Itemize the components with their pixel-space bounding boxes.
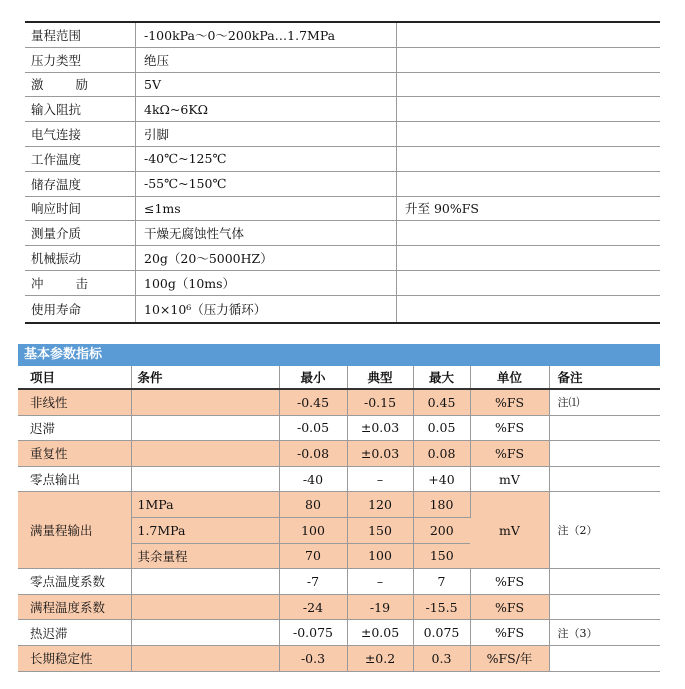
spec-label: 激 励 xyxy=(25,72,136,97)
row-unit: mV xyxy=(470,492,549,569)
row-name: 满量程输出 xyxy=(18,492,131,569)
spec-value: 5V xyxy=(136,72,397,97)
row-typ: ±0.03 xyxy=(347,415,413,441)
header-typical: 典型 xyxy=(347,366,413,389)
row-note: 注⑴ xyxy=(549,389,660,415)
spec-row xyxy=(25,270,660,295)
row-unit: %FS xyxy=(470,441,549,467)
spec-value: 4kΩ~6KΩ xyxy=(136,97,397,122)
row-cond xyxy=(131,415,279,441)
row-typ: – xyxy=(347,569,413,595)
spec-label: 压力类型 xyxy=(25,47,136,72)
table-row xyxy=(18,492,660,518)
spec-note xyxy=(397,97,661,122)
spec-note xyxy=(397,295,661,323)
row-max: 7 xyxy=(413,569,470,595)
spec-row xyxy=(25,196,660,221)
spec-row xyxy=(25,246,660,271)
row-note: 注（3） xyxy=(549,620,660,646)
row-cond xyxy=(131,389,279,415)
spec-label: 输入阻抗 xyxy=(25,97,136,122)
row-cond xyxy=(131,620,279,646)
row-typ: – xyxy=(347,466,413,492)
row-max: 0.45 xyxy=(413,389,470,415)
spec-value: 干燥无腐蚀性气体 xyxy=(136,221,397,246)
spec-label: 量程范围 xyxy=(25,22,136,47)
row-unit: %FS xyxy=(470,594,549,620)
row-name: 满程温度系数 xyxy=(18,594,131,620)
row-typ: ±0.03 xyxy=(347,441,413,467)
row-min: -0.05 xyxy=(279,415,347,441)
spec-label: 电气连接 xyxy=(25,122,136,147)
row-cond: 1MPa xyxy=(131,492,279,518)
row-cond xyxy=(131,569,279,595)
params-section xyxy=(18,344,660,672)
table-row xyxy=(18,569,660,595)
spec-row xyxy=(25,97,660,122)
header-condition: 条件 xyxy=(131,366,279,389)
row-typ: -0.15 xyxy=(347,389,413,415)
row-max: 200 xyxy=(413,517,470,543)
row-min: -0.3 xyxy=(279,645,347,671)
row-name: 长期稳定性 xyxy=(18,645,131,671)
row-min: -0.45 xyxy=(279,389,347,415)
spec-value: -100kPa～0～200kPa…1.7MPa xyxy=(136,22,397,47)
spec-row xyxy=(25,171,660,196)
row-cond xyxy=(131,466,279,492)
spec-note: 升至 90%FS xyxy=(397,196,661,221)
header-note: 备注 xyxy=(549,366,660,389)
row-note xyxy=(549,569,660,595)
row-max: -15.5 xyxy=(413,594,470,620)
row-max: 0.08 xyxy=(413,441,470,467)
row-unit: %FS xyxy=(470,620,549,646)
row-max: 0.05 xyxy=(413,415,470,441)
row-name: 重复性 xyxy=(18,441,131,467)
row-cond xyxy=(131,441,279,467)
spec-note xyxy=(397,122,661,147)
spec-note xyxy=(397,146,661,171)
row-typ: 120 xyxy=(347,492,413,518)
row-unit: %FS xyxy=(470,389,549,415)
row-unit: %FS xyxy=(470,569,549,595)
row-note: 注（2） xyxy=(549,492,660,569)
row-min: 70 xyxy=(279,543,347,569)
table-row xyxy=(18,645,660,671)
table-row xyxy=(18,415,660,441)
row-typ: ±0.2 xyxy=(347,645,413,671)
spec-table xyxy=(25,21,660,324)
row-note xyxy=(549,441,660,467)
row-max: 180 xyxy=(413,492,470,518)
spec-row xyxy=(25,295,660,323)
spec-row xyxy=(25,22,660,47)
params-table xyxy=(18,366,660,672)
row-unit: %FS/年 xyxy=(470,645,549,671)
row-name: 零点输出 xyxy=(18,466,131,492)
header-unit: 单位 xyxy=(470,366,549,389)
spec-label: 冲 击 xyxy=(25,270,136,295)
spec-label: 响应时间 xyxy=(25,196,136,221)
row-max: +40 xyxy=(413,466,470,492)
row-typ: -19 xyxy=(347,594,413,620)
spec-note xyxy=(397,22,661,47)
spec-value: -40℃~125℃ xyxy=(136,146,397,171)
row-cond xyxy=(131,645,279,671)
row-note xyxy=(549,466,660,492)
row-min: -7 xyxy=(279,569,347,595)
row-typ: 150 xyxy=(347,517,413,543)
spec-value: 10×10⁶（压力循环） xyxy=(136,295,397,323)
spec-value: 绝压 xyxy=(136,47,397,72)
header-min: 最小 xyxy=(279,366,347,389)
table-row xyxy=(18,389,660,415)
table-row xyxy=(18,620,660,646)
header-item: 项目 xyxy=(18,366,131,389)
spec-row xyxy=(25,72,660,97)
row-name: 零点温度系数 xyxy=(18,569,131,595)
table-row xyxy=(18,441,660,467)
row-typ: 100 xyxy=(347,543,413,569)
row-cond: 1.7MPa xyxy=(131,517,279,543)
spec-note xyxy=(397,47,661,72)
spec-note xyxy=(397,171,661,196)
spec-note xyxy=(397,72,661,97)
row-max: 0.3 xyxy=(413,645,470,671)
spec-label: 测量介质 xyxy=(25,221,136,246)
row-name: 热迟滞 xyxy=(18,620,131,646)
params-header-row xyxy=(18,366,660,389)
header-max: 最大 xyxy=(413,366,470,389)
row-name: 迟滞 xyxy=(18,415,131,441)
row-min: -24 xyxy=(279,594,347,620)
row-unit: mV xyxy=(470,466,549,492)
row-cond: 其余量程 xyxy=(131,543,279,569)
row-min: 100 xyxy=(279,517,347,543)
spec-value: -55℃~150℃ xyxy=(136,171,397,196)
spec-value: 20g（20～5000HZ） xyxy=(136,246,397,271)
row-note xyxy=(549,415,660,441)
spec-note xyxy=(397,246,661,271)
spec-value: ≤1ms xyxy=(136,196,397,221)
row-name: 非线性 xyxy=(18,389,131,415)
spec-note xyxy=(397,270,661,295)
spec-row xyxy=(25,122,660,147)
spec-label: 机械振动 xyxy=(25,246,136,271)
row-min: 80 xyxy=(279,492,347,518)
spec-note xyxy=(397,221,661,246)
row-unit: %FS xyxy=(470,415,549,441)
spec-label: 储存温度 xyxy=(25,171,136,196)
row-min: -0.075 xyxy=(279,620,347,646)
spec-value: 100g（10ms） xyxy=(136,270,397,295)
table-row xyxy=(18,466,660,492)
row-min: -40 xyxy=(279,466,347,492)
spec-label: 工作温度 xyxy=(25,146,136,171)
table-row xyxy=(18,594,660,620)
spec-value: 引脚 xyxy=(136,122,397,147)
row-max: 0.075 xyxy=(413,620,470,646)
spec-row xyxy=(25,47,660,72)
row-min: -0.08 xyxy=(279,441,347,467)
row-note xyxy=(549,645,660,671)
row-typ: ±0.05 xyxy=(347,620,413,646)
row-max: 150 xyxy=(413,543,470,569)
spec-row xyxy=(25,146,660,171)
row-cond xyxy=(131,594,279,620)
row-note xyxy=(549,594,660,620)
params-title: 基本参数指标 xyxy=(18,344,660,366)
spec-label: 使用寿命 xyxy=(25,295,136,323)
spec-row xyxy=(25,221,660,246)
